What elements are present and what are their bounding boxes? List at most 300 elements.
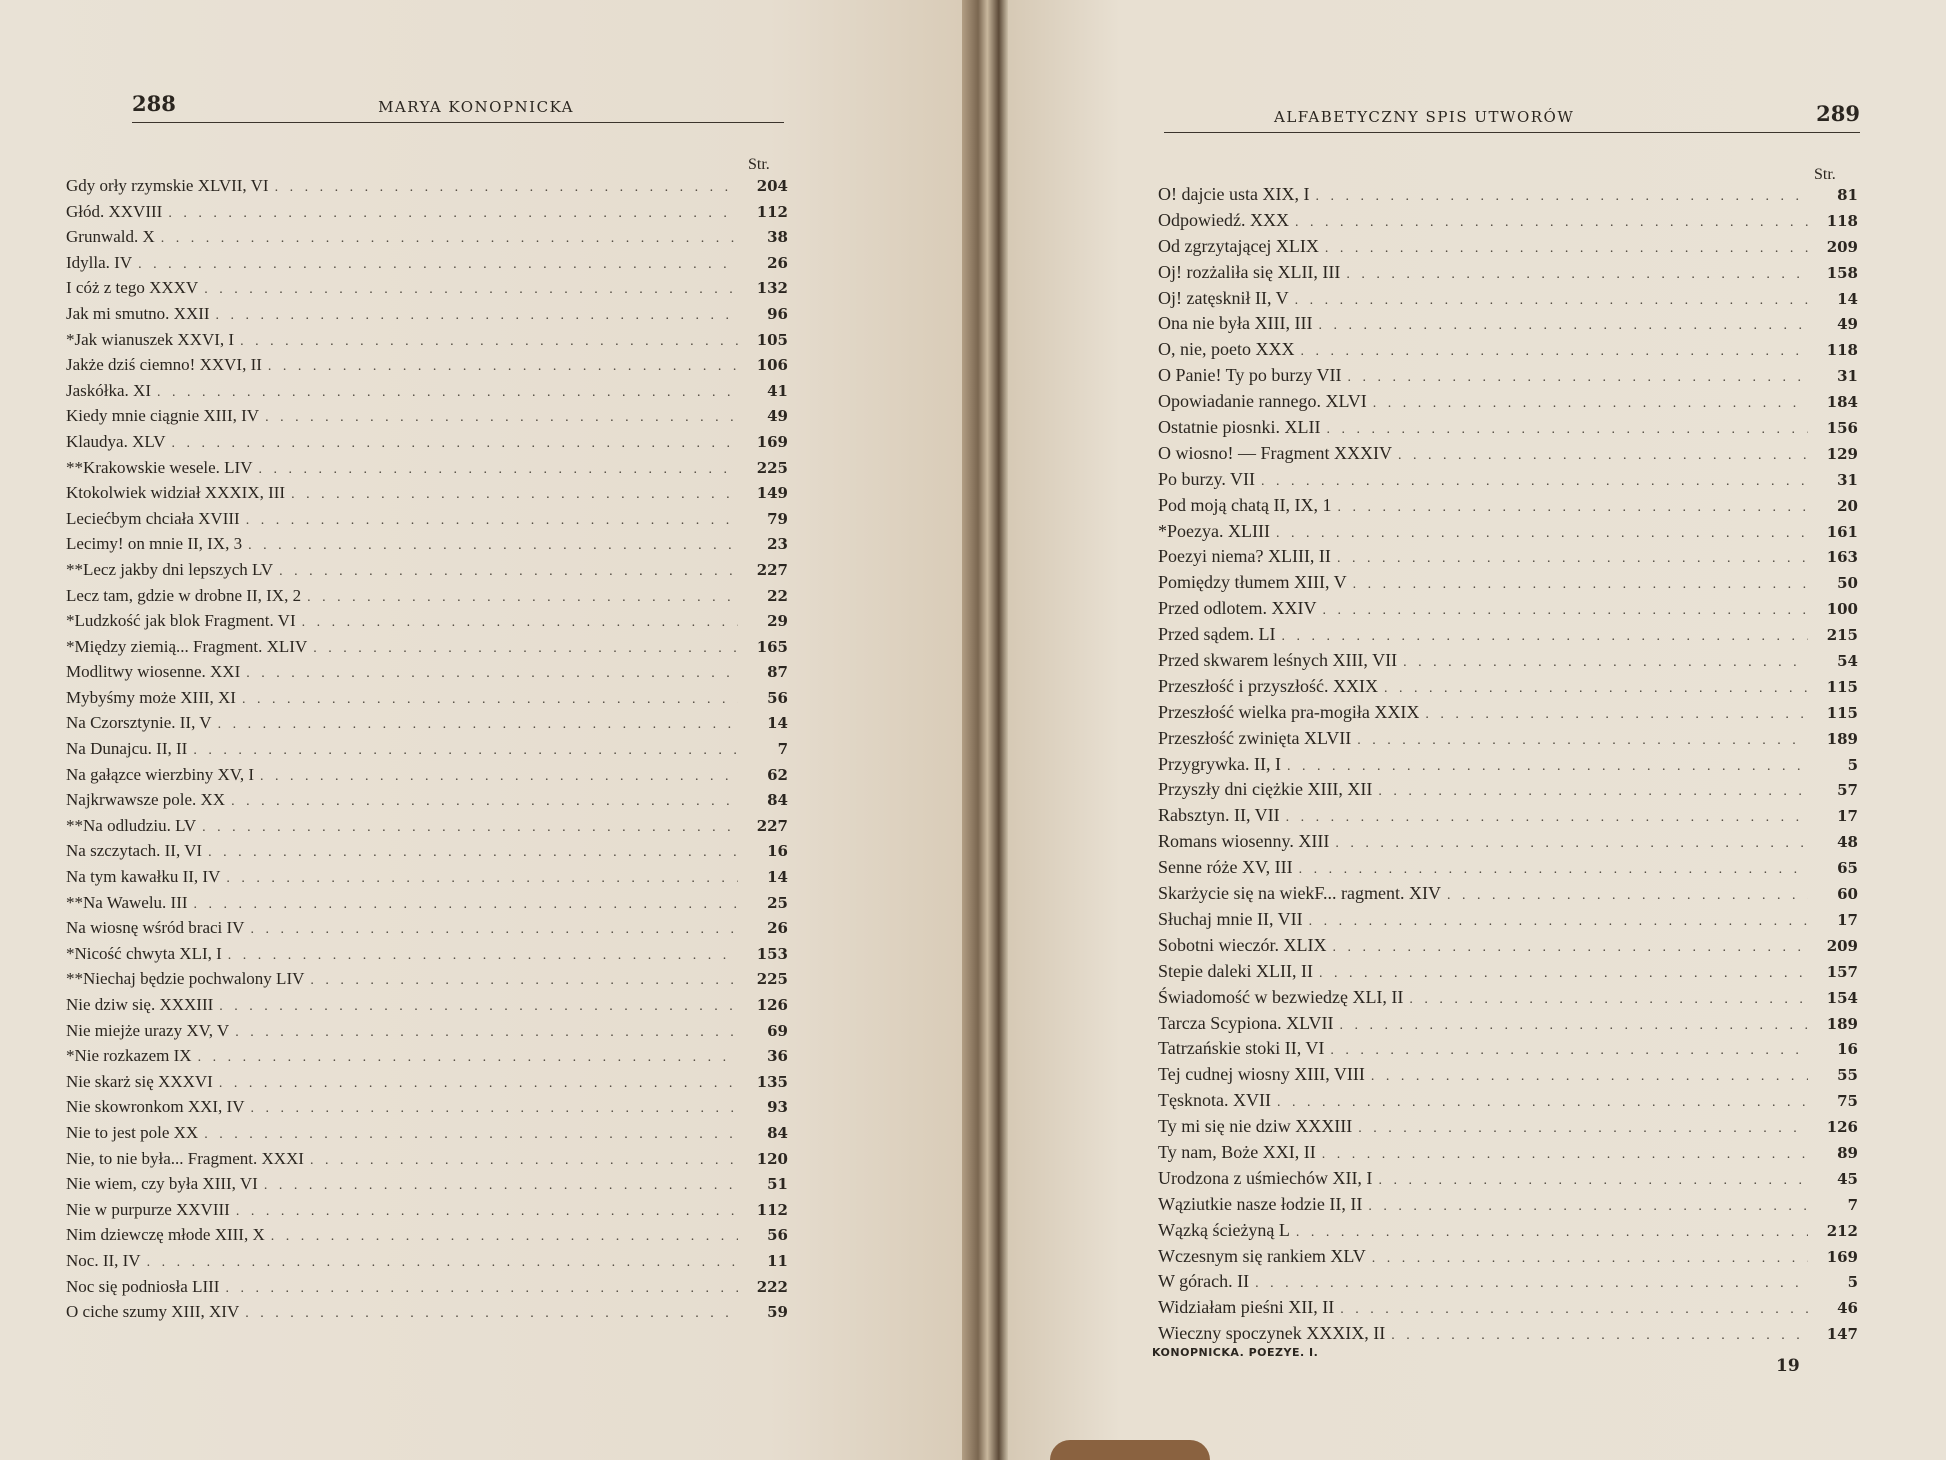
toc-entry-title: Skarżycie się na wiekF... ragment. XIV [1158, 883, 1441, 904]
toc-leader-dots [291, 487, 738, 503]
toc-leader-dots [264, 1178, 738, 1194]
toc-entry [1158, 262, 1858, 288]
toc-leader-dots [193, 743, 738, 759]
toc-entry-title: Rabsztyn. II, VII [1158, 805, 1280, 826]
toc-entry [66, 1021, 788, 1047]
toc-entry-page: 126 [1826, 1118, 1858, 1137]
toc-entry-page: 189 [1826, 729, 1858, 748]
toc-entry-title: Przed odlotem. XXIV [1158, 598, 1317, 619]
toc-leader-dots [202, 820, 738, 836]
toc-entry-title: Tej cudnej wiosny XIII, VIII [1158, 1064, 1365, 1085]
toc-entry-page: 157 [1826, 962, 1858, 981]
toc-entry-title: Modlitwy wiosenne. XXI [66, 662, 241, 682]
toc-leader-dots [1425, 707, 1808, 723]
toc-leader-dots [1287, 759, 1808, 775]
toc-entry [1158, 598, 1858, 624]
toc-leader-dots [198, 1050, 738, 1066]
toc-entry-page: 100 [1826, 600, 1858, 619]
toc-entry [1158, 624, 1858, 650]
toc-entry-page: 227 [756, 816, 788, 835]
toc-entry [1158, 961, 1858, 987]
toc-entry [1158, 1013, 1858, 1039]
toc-entry-page: 36 [767, 1047, 788, 1066]
toc-entry [1158, 572, 1858, 598]
toc-entry [1158, 728, 1858, 754]
toc-entry-page: 51 [767, 1175, 788, 1194]
toc-entry [1158, 857, 1858, 883]
toc-leader-dots [1340, 1302, 1808, 1318]
toc-entry-page: 126 [756, 996, 788, 1014]
toc-entry [1158, 987, 1858, 1013]
toc-entry [66, 688, 788, 714]
left-running-title: MARYA KONOPNICKA [378, 98, 574, 116]
toc-leader-dots [1299, 862, 1808, 878]
toc-leader-dots [275, 180, 738, 196]
toc-entry [66, 1251, 788, 1277]
toc-entry-title: Nie to jest pole XX [66, 1122, 199, 1142]
toc-entry [66, 765, 788, 791]
toc-entry-page: 22 [767, 586, 788, 605]
toc-entry [66, 1046, 788, 1072]
toc-entry-page: 112 [756, 1200, 788, 1219]
toc-leader-dots [219, 999, 738, 1015]
toc-entry-page: 60 [1837, 885, 1858, 904]
toc-entry-page: 50 [1837, 574, 1858, 593]
toc-leader-dots [242, 692, 738, 708]
toc-entry-title: *Jak wianuszek XXVI, I [66, 329, 235, 349]
toc-entry-title: Poezyi niema? XLIII, II [1158, 546, 1331, 567]
toc-entry [66, 458, 788, 484]
toc-leader-dots [216, 308, 738, 324]
toc-entry-title: Opowiadanie rannego. XLVI [1158, 391, 1367, 412]
right-str-label: Str. [1814, 166, 1836, 183]
right-toc-list [1158, 184, 1858, 1349]
toc-leader-dots [204, 282, 738, 298]
toc-entry-title: Ktokolwiek widział XXXIX, III [66, 483, 286, 503]
toc-entry-page: 209 [1826, 237, 1858, 256]
toc-entry-title: Słuchaj mnie II, VII [1158, 908, 1303, 929]
toc-leader-dots [1358, 1121, 1808, 1137]
toc-entry-title: Jakże dziś ciemno! XXVI, II [66, 355, 262, 375]
toc-entry [66, 483, 788, 509]
toc-entry [66, 713, 788, 739]
toc-leader-dots [1335, 836, 1808, 852]
toc-leader-dots [219, 1076, 738, 1092]
toc-entry [1158, 1090, 1858, 1116]
toc-entry-title: Leciećbym chciała XVIII [66, 508, 240, 528]
toc-entry-title: Klaudya. XLV [66, 431, 166, 451]
toc-entry-title: Noc. II, IV [66, 1250, 141, 1270]
toc-entry [1158, 676, 1858, 702]
toc-entry [66, 1200, 788, 1226]
toc-leader-dots [236, 1204, 738, 1220]
toc-entry-page: 7 [777, 740, 788, 759]
toc-entry-title: **Krakowskie wesele. LIV [66, 457, 253, 477]
toc-entry-title: **Niechaj będzie pochwalony LIV [66, 969, 305, 989]
toc-entry-page: 204 [756, 177, 788, 195]
toc-leader-dots [302, 615, 738, 631]
toc-entry-title: Pomiędzy tłumem XIII, V [1158, 572, 1347, 593]
toc-entry-page: 41 [767, 381, 788, 400]
toc-entry [66, 739, 788, 765]
toc-entry-page: 11 [767, 1251, 788, 1270]
toc-entry-title: Na tym kawałku II, IV [66, 867, 221, 887]
toc-entry-page: 54 [1837, 652, 1858, 671]
toc-entry-title: *Nicość chwyta XLI, I [66, 943, 222, 963]
toc-entry-title: Wązką ścieżyną L [1158, 1219, 1290, 1240]
toc-entry-title: Przed skwarem leśnych XIII, VII [1158, 650, 1398, 671]
toc-entry-page: 45 [1837, 1169, 1858, 1188]
toc-entry-page: 69 [767, 1021, 788, 1040]
toc-leader-dots [225, 1281, 738, 1297]
toc-entry-title: Wąziutkie nasze łodzie II, II [1158, 1193, 1363, 1214]
toc-leader-dots [226, 871, 738, 887]
toc-entry-title: Noc się podniosła LIII [66, 1276, 220, 1296]
toc-entry-title: Senne róże XV, III [1158, 857, 1293, 878]
toc-entry-title: Lecz tam, gdzie w drobne II, IX, 2 [66, 585, 302, 605]
toc-leader-dots [1447, 888, 1808, 904]
toc-entry-title: Urodzona z uśmiechów XII, I [1158, 1167, 1373, 1188]
toc-entry-page: 57 [1837, 781, 1858, 800]
toc-entry-title: Wieczny spoczynek XXXIX, II [1158, 1323, 1386, 1344]
toc-entry [66, 227, 788, 253]
toc-leader-dots [310, 1153, 738, 1169]
toc-leader-dots [258, 462, 738, 478]
toc-entry-page: 115 [1826, 703, 1858, 722]
toc-entry-page: 25 [767, 893, 788, 912]
toc-entry-title: Gdy orły rzymskie XLVII, VI [66, 176, 269, 195]
toc-leader-dots [271, 1229, 738, 1245]
toc-entry [66, 918, 788, 944]
toc-entry [1158, 339, 1858, 365]
toc-leader-dots [1403, 655, 1808, 671]
toc-leader-dots [1309, 914, 1808, 930]
toc-leader-dots [1318, 318, 1808, 334]
right-running-title: ALFABETYCZNY SPIS UTWORÓW [1274, 108, 1575, 126]
toc-leader-dots [1346, 267, 1808, 283]
toc-leader-dots [313, 641, 738, 657]
toc-entry-title: Grunwald. X [66, 227, 155, 247]
toc-entry [66, 893, 788, 919]
toc-entry-title: **Na odludziu. LV [66, 815, 197, 835]
toc-leader-dots [138, 257, 738, 273]
toc-entry-page: 118 [1826, 341, 1858, 360]
toc-entry-page: 26 [767, 919, 788, 938]
toc-entry-page: 26 [767, 253, 788, 272]
toc-leader-dots [157, 385, 738, 401]
toc-entry-page: 96 [767, 304, 788, 323]
toc-entry-title: Nie, to nie była... Fragment. XXXI [66, 1148, 304, 1168]
toc-entry [1158, 754, 1858, 780]
toc-entry-title: Od zgrzytającej XLIX [1158, 235, 1319, 256]
toc-entry-page: 14 [1837, 289, 1858, 308]
toc-entry-title: Nie wiem, czy była XIII, VI [66, 1174, 258, 1194]
toc-leader-dots [245, 1306, 738, 1322]
toc-entry [1158, 1194, 1858, 1220]
toc-entry-page: 17 [1837, 910, 1858, 929]
toc-leader-dots [1398, 448, 1808, 464]
toc-entry [1158, 1168, 1858, 1194]
toc-entry [1158, 883, 1858, 909]
toc-entry-page: 165 [756, 637, 788, 656]
toc-entry-title: Przyszły dni ciężkie XIII, XII [1158, 779, 1373, 800]
toc-leader-dots [268, 359, 738, 375]
toc-entry-title: Przed sądem. LI [1158, 624, 1276, 645]
toc-entry [66, 662, 788, 688]
toc-leader-dots [194, 897, 738, 913]
toc-entry-page: 227 [756, 560, 788, 579]
toc-entry [1158, 469, 1858, 495]
toc-entry [66, 867, 788, 893]
toc-entry-title: Nie w purpurze XXVIII [66, 1199, 230, 1219]
toc-entry-page: 17 [1837, 807, 1858, 826]
toc-entry-page: 81 [1837, 186, 1858, 204]
toc-leader-dots [1368, 1199, 1808, 1215]
toc-entry [66, 841, 788, 867]
toc-entry [1158, 702, 1858, 728]
left-page [0, 0, 962, 1460]
toc-entry [1158, 1246, 1858, 1272]
toc-leader-dots [161, 231, 738, 247]
toc-entry-page: 14 [767, 714, 788, 733]
toc-leader-dots [1340, 1018, 1808, 1034]
toc-leader-dots [1391, 1328, 1808, 1344]
toc-entry-page: 163 [1826, 548, 1858, 567]
toc-leader-dots [1261, 474, 1808, 490]
toc-entry-page: 16 [1837, 1040, 1858, 1059]
toc-entry-page: 84 [767, 1123, 788, 1142]
toc-entry [66, 1072, 788, 1098]
toc-entry-title: Na gałązce wierzbiny XV, I [66, 764, 255, 784]
left-toc-list [66, 176, 788, 1328]
toc-entry [66, 637, 788, 663]
toc-entry-title: Po burzy. VII [1158, 468, 1255, 489]
toc-entry-title: *Nie rozkazem IX [66, 1046, 192, 1066]
toc-entry [1158, 1116, 1858, 1142]
toc-entry-page: 169 [1826, 1247, 1858, 1266]
toc-entry-page: 29 [767, 612, 788, 631]
right-page-header [1164, 96, 1860, 133]
toc-entry-page: 153 [756, 944, 788, 963]
toc-entry [66, 406, 788, 432]
toc-entry-title: Tatrzańskie stoki II, VI [1158, 1038, 1325, 1059]
toc-entry-title: Wczesnym się rankiem XLV [1158, 1245, 1366, 1266]
toc-entry-title: O, nie, poeto XXX [1158, 339, 1295, 360]
toc-entry [66, 1225, 788, 1251]
toc-entry [66, 790, 788, 816]
toc-entry-page: 62 [767, 765, 788, 784]
toc-entry-title: Nie miejże urazy XV, V [66, 1020, 230, 1040]
toc-entry-page: 65 [1837, 859, 1858, 878]
toc-entry [1158, 546, 1858, 572]
toc-entry-title: Nie skowronkom XXI, IV [66, 1097, 245, 1117]
toc-leader-dots [208, 845, 738, 861]
toc-leader-dots [171, 436, 738, 452]
toc-entry-page: 225 [756, 970, 788, 989]
toc-entry [1158, 1142, 1858, 1168]
toc-entry-page: 156 [1826, 419, 1858, 438]
toc-entry-page: 118 [1826, 211, 1858, 230]
toc-entry [1158, 909, 1858, 935]
toc-entry [66, 1302, 788, 1328]
toc-entry-title: *Ludzkość jak blok Fragment. VI [66, 611, 296, 631]
toc-entry-title: Idylla. IV [66, 252, 133, 272]
toc-leader-dots [1295, 293, 1808, 309]
toc-entry-page: 59 [767, 1303, 788, 1322]
toc-entry-title: Lecimy! on mnie II, IX, 3 [66, 534, 243, 554]
toc-leader-dots [147, 1255, 738, 1271]
toc-entry-page: 75 [1837, 1092, 1858, 1111]
toc-leader-dots [240, 334, 738, 350]
toc-leader-dots [231, 794, 738, 810]
toc-entry [1158, 417, 1858, 443]
toc-entry-page: 106 [756, 356, 788, 375]
toc-leader-dots [1300, 344, 1808, 360]
toc-entry [66, 816, 788, 842]
toc-leader-dots [204, 1127, 738, 1143]
toc-entry-title: O! dajcie usta XIX, I [1158, 184, 1310, 204]
toc-leader-dots [279, 564, 738, 580]
toc-entry-page: 79 [767, 509, 788, 528]
toc-leader-dots [260, 769, 738, 785]
toc-leader-dots [307, 590, 738, 606]
toc-leader-dots [1357, 733, 1808, 749]
toc-entry-title: **Na Wawelu. III [66, 892, 188, 912]
toc-entry [1158, 521, 1858, 547]
toc-entry-page: 20 [1837, 496, 1858, 515]
toc-entry-title: Mybyśmy może XIII, XI [66, 687, 236, 707]
toc-leader-dots [1348, 370, 1808, 386]
toc-entry [66, 330, 788, 356]
toc-entry-title: Sobotni wieczór. XLIX [1158, 934, 1327, 955]
toc-leader-dots [1322, 1147, 1808, 1163]
toc-leader-dots [1371, 1069, 1808, 1085]
toc-entry-title: Romans wiosenny. XIII [1158, 831, 1330, 852]
toc-entry-page: 222 [756, 1277, 788, 1296]
toc-entry [66, 1277, 788, 1303]
toc-leader-dots [1255, 1276, 1808, 1292]
toc-entry-title: Najkrwawsze pole. XX [66, 790, 226, 810]
signature-number: 19 [1776, 1356, 1800, 1376]
toc-entry-title: O wiosno! — Fragment XXXIV [1158, 442, 1392, 463]
toc-leader-dots [1378, 784, 1808, 800]
toc-entry-title: Nim dziewczę młode XIII, X [66, 1225, 265, 1245]
toc-leader-dots [1373, 396, 1808, 412]
finger-shadow [1050, 1440, 1210, 1460]
toc-entry [1158, 1297, 1858, 1323]
toc-entry-page: 129 [1826, 444, 1858, 463]
toc-entry-page: 132 [756, 279, 788, 298]
toc-entry-page: 158 [1826, 263, 1858, 282]
toc-entry-title: Pod moją chatą II, IX, 1 [1158, 494, 1332, 515]
toc-entry [66, 202, 788, 228]
toc-entry-page: 93 [767, 1098, 788, 1117]
toc-entry-page: 147 [1826, 1325, 1858, 1344]
toc-entry [66, 176, 788, 202]
toc-entry [1158, 1220, 1858, 1246]
toc-entry [66, 253, 788, 279]
toc-entry-page: 23 [767, 535, 788, 554]
toc-entry [1158, 805, 1858, 831]
toc-entry-title: Widziałam pieśni XII, II [1158, 1297, 1335, 1318]
toc-entry-page: 212 [1826, 1221, 1858, 1240]
toc-entry-title: Tarcza Scypiona. XLVII [1158, 1012, 1334, 1033]
toc-leader-dots [1296, 1225, 1808, 1241]
toc-entry-page: 16 [767, 842, 788, 861]
toc-entry [66, 586, 788, 612]
toc-entry [1158, 1064, 1858, 1090]
toc-leader-dots [250, 1101, 738, 1117]
toc-entry [1158, 288, 1858, 314]
toc-leader-dots [1332, 940, 1808, 956]
toc-entry-title: Przeszłość zwinięta XLVII [1158, 727, 1352, 748]
toc-entry-page: 87 [767, 663, 788, 682]
toc-entry [66, 1123, 788, 1149]
toc-leader-dots [248, 538, 738, 554]
toc-entry [1158, 365, 1858, 391]
toc-entry-page: 112 [756, 202, 788, 221]
toc-entry-page: 5 [1847, 1273, 1858, 1292]
toc-entry-title: Świadomość w bezwiedzę XLI, II [1158, 986, 1404, 1007]
toc-entry [1158, 184, 1858, 210]
toc-entry-page: 105 [756, 330, 788, 349]
toc-leader-dots [1409, 992, 1808, 1008]
toc-leader-dots [1330, 1043, 1808, 1059]
toc-entry [66, 1174, 788, 1200]
toc-entry-page: 89 [1837, 1143, 1858, 1162]
toc-leader-dots [1286, 810, 1808, 826]
toc-entry [1158, 935, 1858, 961]
toc-entry [1158, 1038, 1858, 1064]
toc-entry-title: O ciche szumy XIII, XIV [66, 1302, 240, 1322]
toc-entry [1158, 495, 1858, 521]
toc-entry-title: Oj! zatęsknił II, V [1158, 287, 1289, 308]
toc-entry [66, 381, 788, 407]
toc-leader-dots [310, 973, 738, 989]
toc-entry-page: 115 [1826, 677, 1858, 696]
toc-leader-dots [1322, 603, 1808, 619]
toc-entry-title: Jaskółka. XI [66, 380, 151, 400]
toc-entry [66, 509, 788, 535]
toc-entry [66, 1097, 788, 1123]
toc-entry [66, 355, 788, 381]
toc-entry-page: 56 [767, 688, 788, 707]
left-str-label: Str. [748, 156, 770, 173]
toc-entry-page: 154 [1826, 988, 1858, 1007]
toc-entry-title: Oj! rozżaliła się XLII, III [1158, 261, 1341, 282]
toc-entry-page: 31 [1837, 470, 1858, 489]
toc-leader-dots [1337, 500, 1808, 516]
toc-entry [1158, 313, 1858, 339]
toc-entry [66, 995, 788, 1021]
toc-entry-page: 149 [756, 484, 788, 503]
toc-entry [66, 611, 788, 637]
toc-leader-dots [228, 948, 738, 964]
printer-signature: KONOPNICKA. POEZYE. I. [1152, 1346, 1319, 1359]
toc-entry-title: Głód. XXVIII [66, 201, 163, 221]
toc-entry-title: Ona nie była XIII, III [1158, 313, 1313, 334]
toc-entry-page: 49 [1837, 315, 1858, 334]
toc-entry-title: Ty nam, Boże XXI, II [1158, 1141, 1316, 1162]
toc-entry-title: Tęsknota. XVII [1158, 1090, 1271, 1111]
toc-entry-title: Na szczytach. II, VI [66, 841, 203, 861]
toc-entry-page: 31 [1837, 367, 1858, 386]
toc-entry-page: 55 [1837, 1066, 1858, 1085]
toc-leader-dots [246, 666, 738, 682]
toc-leader-dots [250, 922, 738, 938]
toc-entry-page: 225 [756, 458, 788, 477]
toc-entry-page: 215 [1826, 626, 1858, 645]
